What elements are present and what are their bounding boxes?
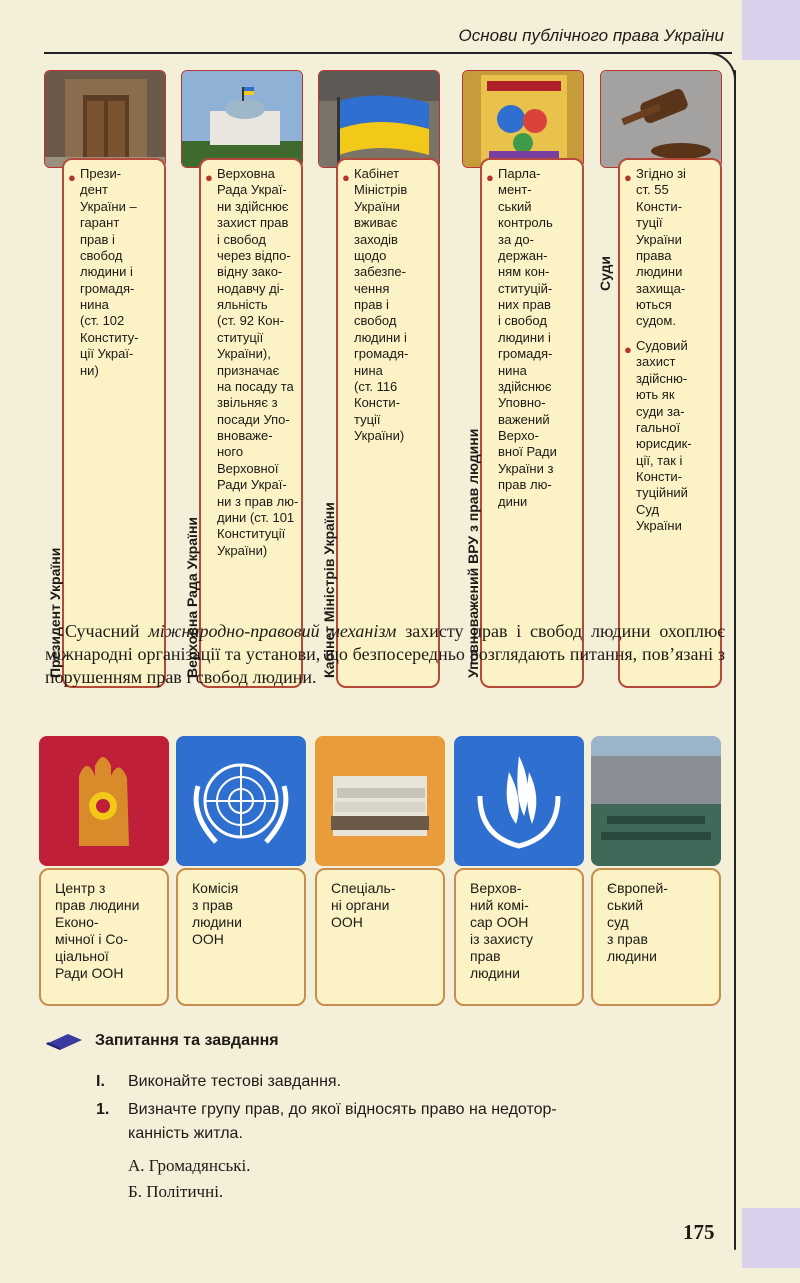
org-un-commission (176, 736, 306, 1006)
running-header: Основи публічного права України (458, 26, 724, 45)
high-commissioner-label: Верхов- ний комі- сар ООН із захисту прав людини (470, 880, 534, 982)
rada-text: Верховна Рада Украї- ни здійснює захист прав і свобод через відпо- відну зако- нодавчу ді- яльність (ст. 92 Кон- ституції України), призначає на посаду та звільняє з посади Упо- вноваже- ного Верховної Ради Украї- ни з прав лю- дини (ст. 101 Конституції України) (217, 166, 299, 558)
column-ombudsman (462, 70, 584, 678)
un-commission-label: Комісія з прав людини ООН (192, 880, 242, 948)
cabinet-building-photo (318, 70, 440, 168)
ombudsman-label-band (462, 158, 490, 686)
president-label: Президент України (47, 547, 63, 678)
margin-rule (734, 70, 736, 1250)
column-courts (597, 70, 722, 618)
un-emblem (176, 736, 306, 866)
president-label-band (44, 158, 72, 686)
paragraph-start: Сучасний (65, 621, 149, 641)
page-edge-tab-bottom (742, 1208, 800, 1268)
echr-building-photo (591, 736, 721, 866)
ohchr-emblem (454, 736, 584, 866)
org-ecosoc-center (39, 736, 169, 1006)
paragraph-emphasis: міжнародно-правовий механізм (148, 621, 397, 641)
ecosoc-card (39, 868, 169, 1006)
rada-info-box (199, 158, 303, 688)
bullet: ● (624, 170, 632, 185)
cabinet-info-box (336, 158, 440, 688)
president-text: Прези- дент України – гарант прав і свобод людини і громадя- нина (ст. 102 Конститу- ції Украї- ни) (80, 166, 139, 378)
page-edge-tab-top (742, 0, 800, 60)
rada-label: Верховна Рада України (184, 516, 200, 678)
courts-info-box (618, 158, 722, 688)
echr-label: Європей- ський суд з прав людини (607, 880, 668, 965)
courts-label-band (597, 158, 628, 686)
rada-building-photo (181, 70, 303, 168)
cabinet-label-band (318, 158, 346, 686)
org-echr (591, 736, 721, 1006)
ombudsman-text: Парла- мент- ський контроль за до- держан- ням кон- ституцій- них прав і свобод людини і громадя- нина здійснює Уповно- важений Верхо- вної Ради України з прав лю- дини (498, 166, 557, 509)
question-line-1: Визначте групу прав, до якої відносять право на недотор- (128, 1101, 557, 1118)
paragraph-end: захисту прав і свобод людини охоплює міжнародні організації та установи, що безпосередньо розглядають питання, пов’язані з порушенням прав і свобод людини. (45, 621, 725, 688)
ecosoc-label: Центр з прав людини Еконо- мічної і Со- ціальної Ради ООН (55, 880, 140, 982)
courts-label: Суди (597, 256, 613, 292)
bullet: ● (68, 170, 76, 185)
org-un-special-bodies (315, 736, 445, 1006)
courts-text-1: Згідно зі ст. 55 Консти- туції України права людини захища- ються судом. (636, 166, 686, 329)
high-commissioner-card (454, 868, 584, 1006)
bullet: ● (624, 342, 632, 357)
option-a: А. Громадянські. (128, 1156, 251, 1175)
cabinet-label: Кабінет Міністрів України (321, 502, 337, 678)
special-bodies-label: Спеціаль- ні органи ООН (331, 880, 396, 931)
president-info-box (62, 158, 166, 688)
ecosoc-emblem (39, 736, 169, 866)
book-icon (44, 1030, 84, 1050)
bullet: ● (342, 170, 350, 185)
page-number: 175 (683, 1220, 715, 1244)
question-line-2: канність житла. (128, 1125, 243, 1142)
section-number: I. (96, 1073, 105, 1090)
bullet: ● (205, 170, 213, 185)
org-un-high-commissioner (454, 736, 584, 1006)
header-rule (44, 52, 732, 54)
rada-label-band (181, 158, 209, 686)
question-number: 1. (96, 1101, 110, 1118)
option-b: Б. Політичні. (128, 1182, 224, 1201)
bullet: ● (486, 170, 494, 185)
echr-card (591, 868, 721, 1006)
column-verkhovna-rada (181, 70, 303, 678)
gavel-photo (600, 70, 722, 168)
column-cabinet (318, 70, 440, 678)
ombudsman-info-box (480, 158, 584, 688)
ombudsman-poster-photo (462, 70, 584, 168)
cabinet-text: Кабінет Міністрів України вживає заходів щодо забезпе- чення прав і свобод людини і громадя- нина (ст. 116 Консти- туції України) (354, 166, 409, 443)
documents-photo (315, 736, 445, 866)
special-bodies-card (315, 868, 445, 1006)
courts-text-2: Судовий захист здійсню- ють як суди за- гальної юрисдик- ції, так і Консти- туційний Суд України (636, 338, 692, 534)
un-commission-card (176, 868, 306, 1006)
ombudsman-label: Уповноважений ВРУ з прав людини (465, 428, 481, 678)
president-building-photo (44, 70, 166, 168)
questions-heading: Запитання та завдання (95, 1032, 279, 1049)
body-paragraph (45, 620, 725, 689)
section-text: Виконайте тестові завдання. (128, 1073, 342, 1090)
